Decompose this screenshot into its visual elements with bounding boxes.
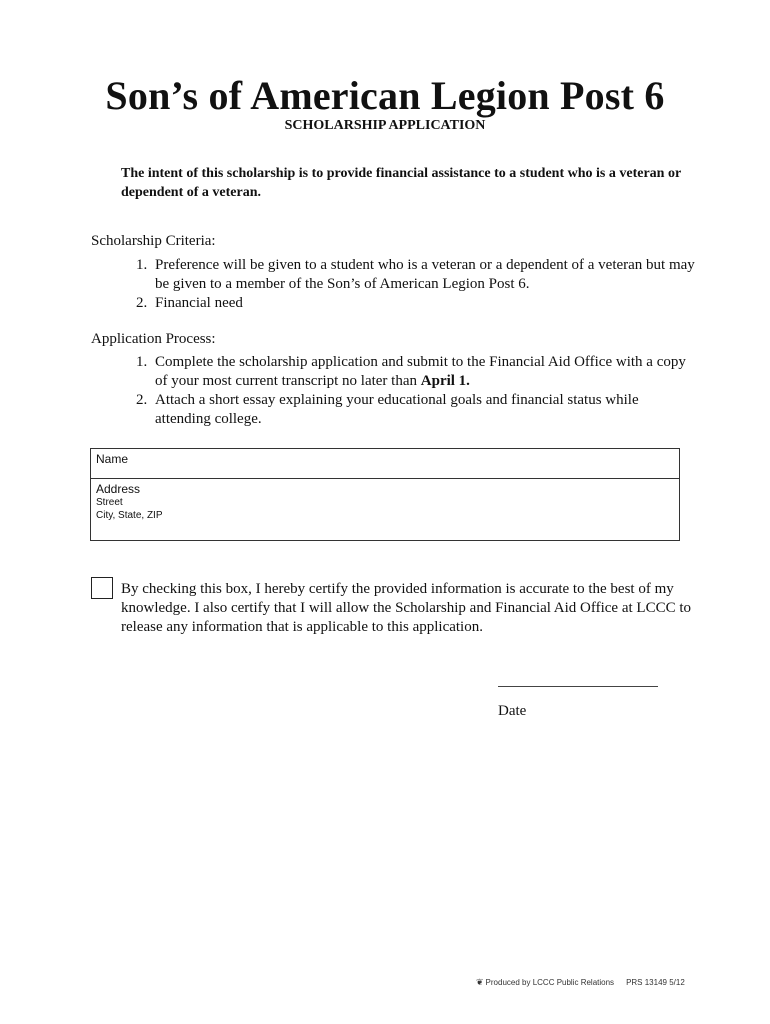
name-label: Name: [96, 452, 129, 466]
process-heading: Application Process:: [91, 331, 216, 347]
process-list: [136, 353, 696, 429]
city-state-zip-label: City, State, ZIP: [96, 510, 163, 521]
criteria-list: [136, 256, 696, 313]
lccc-logo-icon: ❦: [476, 977, 484, 987]
deadline-date: April 1.: [420, 373, 470, 389]
criteria-item-number: 1.: [136, 257, 148, 273]
process-item-body: Complete the scholarship application and submit to the Financial Aid Office with a copy of your most current transcript no later than: [155, 354, 686, 389]
document-code: PRS 13149 5/12: [626, 978, 685, 987]
process-item: [136, 353, 696, 391]
process-item-number: 1.: [136, 354, 148, 370]
intent-statement: The intent of this scholarship is to provide financial assistance to a student who is a veteran or dependent of a veteran.: [121, 166, 681, 200]
criteria-item-number: 2.: [136, 295, 148, 311]
criteria-heading: Scholarship Criteria:: [91, 233, 216, 249]
criteria-item: [136, 294, 696, 313]
certification-text: By checking this box, I hereby certify the provided information is accurate to the best of my knowledge. I also certify that I will allow the Scholarship and Financial Aid Office at LCCC to release any information that is applicable to this application.: [121, 581, 692, 635]
process-item-text: Attach a short essay explaining your educational goals and financial status while attending college.: [155, 392, 639, 427]
process-item-number: 2.: [136, 392, 148, 408]
address-field[interactable]: [91, 479, 679, 525]
date-label: Date: [498, 703, 527, 719]
process-item-text: [155, 353, 696, 391]
process-item: [136, 391, 696, 429]
footer: [476, 977, 685, 988]
criteria-item-text: Financial need: [155, 295, 243, 311]
applicant-info-form: [90, 448, 680, 541]
produced-by-text: Produced by LCCC Public Relations: [485, 978, 615, 987]
date-signature-line[interactable]: [498, 686, 658, 687]
address-label: Address: [96, 482, 141, 496]
certify-checkbox[interactable]: [91, 577, 113, 599]
name-field[interactable]: [91, 449, 679, 479]
page-subtitle: SCHOLARSHIP APPLICATION: [284, 118, 486, 133]
street-label: Street: [96, 497, 123, 508]
page-title: Son’s of American Legion Post 6: [105, 73, 665, 118]
criteria-item-text: Preference will be given to a student who is a veteran or a dependent of a veteran but may be given to a member of the Son’s of American Legion Post 6.: [155, 257, 695, 292]
criteria-item: [136, 256, 696, 294]
